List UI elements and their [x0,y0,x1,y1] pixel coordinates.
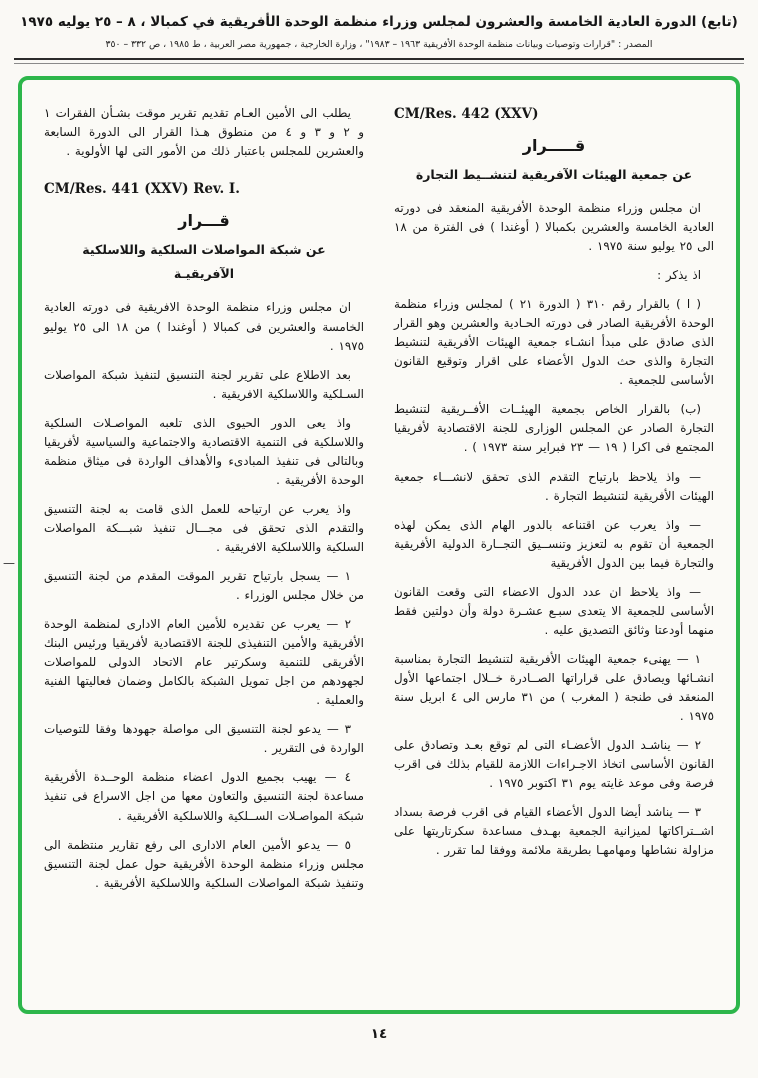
column-left-res442 [394,104,714,994]
session-title: (تابع) الدورة العادية الخامسة والعشرون لمجلس وزراء منظمة الوحدة الأفريقية في كمبالا ، ٨ – ٢٥ يوليه ١٩٧٥ [20,14,738,30]
resolution-id-441: CM/Res. 441 (XXV) Rev. I. [44,180,240,197]
resolution-442-subtitle: عن جمعية الهيئات الآفريقية لتنشــيط التجارة [415,166,693,182]
resolution-441-subtitle-line2: الآفريقيـة [173,266,235,282]
paragraph: — واذ يعرب عن اقتناعه بالدور الهام الذى يمكن لهذه الجمعية أن تقوم به لتعزيز وتنســيق التجــارة الدولية الأفريقية والتجارة فيما بين الدول الأفريقية [394,517,714,570]
two-column-layout [44,104,714,994]
lead-in-phrase: اذ يذكر : [657,268,701,283]
resolution-441-title: قـــرار [178,210,230,230]
paragraph: — واذ يلاحظ بارتياح التقدم الذى تحقق لانشـــاء جمعية الهيئات الأفريقية لتنشيط التجارة . [394,469,714,503]
paragraph: واذ يعى الدور الحيوى الذى تلعبه المواصـلات السلكية واللاسلكية فى التنمية الاقتصادية والاجتماعية والسياسية لأفريقيا وبالتالى فى تنفيذ المبادىء والأهداف الواردة فى ميثاق منظمة الوحدة الأفريقية . [44,415,364,487]
page-number: ١٤ [370,1025,388,1042]
paragraph: — واذ يلاحظ ان عدد الدول الاعضاء التى وقعت القانون الأساسى للجمعية الا يتعدى سبـع عشـرة دولة وأن دولتين فقط منهما أودعتا وثائق التصديق عليه . [394,584,714,637]
numbered-item: ١ — يهنىء جمعية الهيئات الأفريقية لتنشيط التجارة بمناسبة انشـائها ويصادق على قراراتها الصــادرة خــلال اجتماعها الأول المنعقد فى طنجة ( المغرب ) من ٣١ مارس الى ٤ ابريل سنة ١٩٧٥ . [394,651,714,724]
paragraph: ان مجلس وزراء منظمة الوحدة الأفريقية المنعقد فى دورته العادية الخامسة والعشرين بكمبالا ( أوغندا ) فى الفترة من ١٨ الى ٢٥ يوليو سنة ١٩٧٥ . [394,200,714,254]
page-header [0,0,758,64]
source-note: المصدر : "قرارات وتوصيات وبيانات منظمة الوحدة الأفريقية ١٩٦٣ – ١٩٨٣" ، وزارة الخارجية ، جمهورية مصر العربية ، ط ١٩٨٥ ، ص ٣٣٢ – ٣٥٠ [105,38,653,50]
numbered-item: ٢ — يناشـد الدول الأعضـاء التى لم توقع بعـد وتصادق على القانون الأساسى اتخاذ الاجـراءات اللازمة للقيام بذلك فى اقرب فرصة وفى موعد غايته يوم ٣١ اكتوبر ١٩٧٥ . [394,738,714,791]
paragraph: ان مجلس وزراء منظمة الوحدة الافريقية فى دورته العادية الخامسة والعشرين فى كمبالا ( أوغندا ) من ١٨ الى ٢٥ يوليو ١٩٧٥ . [44,300,364,353]
numbered-item: ٣ — يناشد أيضا الدول الأعضاء القيام فى اقرب فرصة بسداد اشــتراكاتها لميزانية الجمعية بهـدف مساعدة سكرتاريتها على مزاولة نشاطها ومهامهـا بطريقة ملائمة ووفقا لما تقرر . [394,805,714,858]
paragraph: واذ يعرب عن ارتياحه للعمل الذى قامت به لجنة التنسيق والتقدم الذى تحقق فى مجـــال تنفيذ شبـــكة المواصلات السلكية واللاسلكية الافريقية . [44,501,364,554]
column-right-res441 [44,104,364,994]
numbered-item: ٥ — يدعو الأمين العام الادارى الى رفع تقارير منتظمة الى مجلس وزراء منظمة الوحدة الأفريقية حول عمل لجنة التنسيق وتنفيذ شبكة المواصلات السلكية واللاسلكية الأفريقية . [44,837,364,890]
resolution-442-title: قـــــرار [522,135,586,155]
numbered-item: ١ — يسجل بارتياح تقرير الموقت المقدم من لجنة التنسيق من خلال مجلس الوزراء . [44,569,364,603]
numbered-item: ٢ — يعرب عن تقديره للأمين العام الادارى لمنظمة الوحدة الأفريقية والأمين التنفيذى للجنة الاقتصادية لأفريقيا ورئيس البنك الأفريقى للتنمية وسكرتير عام الاتحاد الدولى للمواصلات لجهودهم من اجل تمويل الشبكة بالكامل وضمان فعاليتها الفنية والعملية . [44,617,364,708]
numbered-item: ٤ — يهيب بجميع الدول اعضاء منظمة الوحــدة الأفريقية مساعدة لجنة التنسيق والتعاون معها من اجل الاسراع فى تنفيذ شبكة المواصـلات الســلكية واللاسلكية الأفريقية . [44,770,364,823]
header-rule-thin [14,63,744,64]
paragraph: (ب) بالقرار الخاص بجمعية الهيئــات الأفــريقية لتنشيط التجارة الصادر عن المجلس الوزارى للجنة الاقتصادية لأفريقيا المجتمع فى اكرا ( ١٩ — ٢٣ فبراير سنة ١٩٧٣ ) . [394,402,714,455]
paragraph: ( ا ) بالقرار رقم ٣١٠ ( الدورة ٢١ ) لمجلس وزراء منظمة الوحدة الأفريقية الصادر فى دورته الحـادية والعشرين وهو القرار الذى صادق على مبدأ انشـاء جمعية الهيئات الأفريقية لتنشيط التجارة والذى حث الدول الأعضاء على اقرار وتوقيع القانون الأساسى للجمعية . [394,297,714,388]
numbered-item: ٣ — يدعو لجنة التنسيق الى مواصلة جهودها وفقا للتوصيات الواردة فى التقرير . [44,722,364,756]
resolution-441-subtitle-line1: عن شبكة المواصلات السلكية واللاسلكية [82,241,326,257]
green-frame [18,76,740,1014]
resolution-id-442: CM/Res. 442 (XXV) [394,105,539,122]
carryover-paragraph: يطلب الى الأمين العـام تقديم تقرير موقت بشـأن الفقرات ١ و ٢ و ٣ و ٤ من منطوق هـذا القرار الى الدورة السابعة والعشرين للمجلس باعتبار ذلك من الأمور التى لها الأولوية . [44,105,364,158]
page-footer [0,1026,758,1042]
paragraph: بعد الاطلاع على تقرير لجنة التنسيق لتنفيذ شبكة المواصلات السـلكية واللاسلكية الافريقية . [44,367,364,401]
margin-dash-artifact: — [3,556,15,570]
header-rule-thick [14,58,744,60]
